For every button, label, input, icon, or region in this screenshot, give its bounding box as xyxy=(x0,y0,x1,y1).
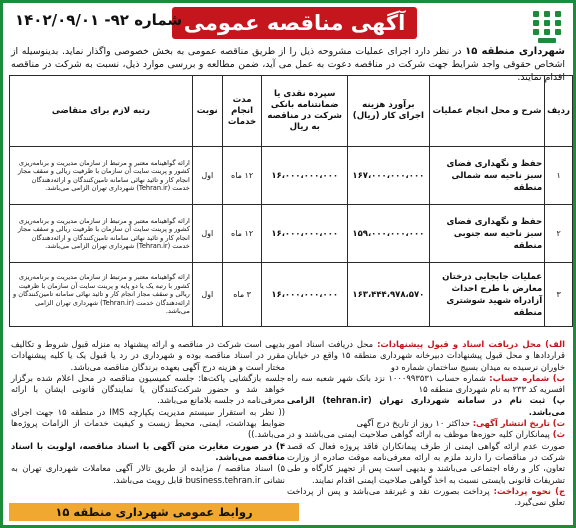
org-name: شهرداری منطقه ۱۵ xyxy=(465,46,565,57)
header xyxy=(9,7,567,41)
header-rank: رتبه لازم برای متقاضی xyxy=(10,76,193,147)
row-deposit: ۱۶،۰۰۰،۰۰۰،۰۰۰ xyxy=(262,263,348,327)
detail-left-5: ۵) اسناد مناقصه / مزایده از طریق تالار آگهی معاملات شهرداری تهران به نشانی business.tehran.ir قابل رویت می‌باشد. xyxy=(11,463,285,485)
row-title: حفظ و نگهداری فضای سبز ناحیه سه شمالی منطقه xyxy=(429,147,544,205)
detail-b-label: ب) شماره حساب: xyxy=(489,372,565,383)
detail-t xyxy=(287,418,565,429)
detail-p: پ) ثبت نام در سامانه شهرداری تهران (tehran.ir) الزامی می‌باشد. xyxy=(287,395,565,417)
row-round: اول xyxy=(192,147,222,205)
detail-b xyxy=(287,373,565,396)
detail-s xyxy=(287,429,565,485)
row-deposit: ۱۶،۰۰۰،۰۰۰،۰۰۰ xyxy=(262,205,348,263)
header-estimate: برآورد هزینه اجرای کار (ریال) xyxy=(347,76,429,147)
detail-s-label: ث) xyxy=(552,429,565,440)
detail-left-3: (( نظر به استقرار سیستم مدیریت یکپارچه IMS در منطقه ۱۵ جهت اجرای ضوابط بهداشت، ایمنی، محیط زیست و کیفیت خدمات از الزامات پروژه‌ها می‌باشد.)) xyxy=(11,406,286,440)
detail-b-text: شماره حساب ۱۰۰۰۹۹۳۵۳۱ نزد بانک شهر شعبه سه راه افسریه کد ۲۳۳ به نام شهرداری منطقه ۱۵ xyxy=(287,372,565,395)
header-title: شرح و محل انجام عملیات xyxy=(429,76,544,147)
row-number: ۳ xyxy=(545,263,573,327)
row-rank: ارائه گواهینامه معتبر و مرتبط از سازمان مدیریت و برنامه‌ریزی کشور و پرینت سایت آن سازمان با ظرفیت ریالی و سقف مجاز انجام کار و تائید نهائی سامانه تامین‌کنندگان و ارائه‌دهندگان خدمت (Tehran.ir) شهرداری تهران الزامی می‌باشد. xyxy=(10,147,193,205)
detail-t-text: حداکثر ۱۰ روز از تاریخ درج آگهی xyxy=(356,418,471,429)
row-title: عملیات جابجایی درختان معارض با طرح احداث آزادراه شهید شوشتری منطقه xyxy=(429,263,544,327)
row-number: ۱ xyxy=(545,147,573,205)
detail-a-text: محل دریافت اسناد امور قراردادها و محل قبول پیشنهادات دبیرخانه شهرداری منطقه ۱۵ واقع در خیابان خاوران نرسیده به میدان بسیج ساختمان شماره دو xyxy=(287,339,565,372)
details-left-column xyxy=(11,339,285,486)
tender-items-table xyxy=(9,75,573,327)
detail-a xyxy=(287,339,565,373)
tehran-municipality-logo-icon xyxy=(527,7,567,47)
details-right-column xyxy=(287,339,565,508)
detail-a-label: الف) محل دریافت اسناد و قبول پیشنهادات: xyxy=(377,339,565,349)
table-header-row xyxy=(10,76,573,147)
detail-t-label: ت) تاریخ انتشار آگهی: xyxy=(472,418,565,429)
ad-number: شماره ۹۲- ۱۴۰۲/۰۹/۰۱ xyxy=(15,11,183,29)
row-duration: ۱۲ ماه xyxy=(222,205,262,263)
table-row xyxy=(10,205,573,263)
table-row xyxy=(10,263,573,327)
row-round: اول xyxy=(192,205,222,263)
detail-j xyxy=(287,486,565,509)
header-deposit: سپرده نقدی یا ضمانتنامه بانکی شرکت در مناقصه به ریال xyxy=(262,76,348,147)
row-rank: ارائه گواهینامه معتبر و مرتبط از سازمان مدیریت و برنامه‌ریزی کشور با رتبه یک یا دو پایه و پرینت سایت آن سازمان با ظرفیت ریالی و سقف مجاز انجام کار و تائید نهائی سامانه تامین‌کنندگان و ارائه‌دهندگان خدمت (Tehran.ir) شهرداری تهران الزامی می‌باشد. xyxy=(10,263,193,327)
detail-left-1: بدیهی است شرکت در مناقصه و ارائه پیشنهاد به منزله قبول شروط و تکالیف مقرر در اسناد مناقصه بوده و شهرداری در رد یا قبول یک یا کلیه پیشنهادات مختار است و هزینه درج آگهی بعهده برندگان مناقصه می‌باشد. xyxy=(11,339,285,372)
row-estimate: ۱۵۹،۰۰۰،۰۰۰،۰۰۰ xyxy=(347,205,429,263)
row-estimate: ۱۶۳،۴۴۴،۹۷۸،۵۷۰ xyxy=(347,263,429,327)
row-estimate: ۱۶۷،۰۰۰،۰۰۰،۰۰۰ xyxy=(347,147,429,205)
detail-left-4: ۴) در صورت مغایرت متن آگهی با اسناد مناقصه، اولویت با اسناد مناقصه می‌باشد. xyxy=(11,440,285,462)
detail-s-text: پیمانکاران کلیه حوزه‌ها موظف به ارائه گواهی صلاحیت ایمنی می‌باشند و در صورت عدم ارائه گواهی ایمنی از طرف پیمانکاران فاقد پروژه فعال که قصد شرکت در مناقصات را دارند ملزم به ارائه معرفی‌نامه موقت صادره از وزارت تعاون، کار و رفاه اجتماعی می‌باشند و بدیهی است پس از تجهیز کارگاه و طی تشریفات قانونی بایستی نسبت به اخذ گواهی صلاحیت ایمنی اقدام نمایند. xyxy=(287,429,565,485)
header-row-number: ردیف xyxy=(545,76,573,147)
row-title: حفظ و نگهداری فضای سبز ناحیه سه جنوبی منطقه xyxy=(429,205,544,263)
footer-banner: روابط عمومی شهرداری منطقه ۱۵ xyxy=(9,503,299,521)
intro-text: در نظر دارد اجرای عملیات مشروحه ذیل را از طریق مناقصه عمومی به بخش خصوصی واگذار نماید. بدینوسیله از اشخاص حقوقی واجد شرایط جهت شرکت در مناقصه دعوت به عمل می آید، ضمن مطالعه و بررسی موارد ذیل، نسبت به شرکت در مناقصه اقدام نمایند. xyxy=(11,46,565,83)
detail-j-label: ج) نحوه پرداخت: xyxy=(493,485,565,496)
row-number: ۲ xyxy=(545,205,573,263)
row-rank: ارائه گواهینامه معتبر و مرتبط از سازمان مدیریت و برنامه‌ریزی کشور و پرینت سایت آن سازمان با ظرفیت ریالی و سقف مجاز انجام کار و تائید نهائی سامانه تامین‌کنندگان و ارائه‌دهندگان خدمت (Tehran.ir) شهرداری تهران الزامی می‌باشد. xyxy=(10,205,193,263)
detail-j-text: پرداخت بصورت نقد و غیرنقد می‌باشد و پس از پرداخت تعلق نمی‌گیرد. xyxy=(287,485,565,508)
row-deposit: ۱۶،۰۰۰،۰۰۰،۰۰۰ xyxy=(262,147,348,205)
detail-left-2: جلسه بازگشایی پاکت‌ها: جلسه کمیسیون مناقصه در محل اعلام شده برگزار خواهد شد و حضور شرکت‌کنندگان یا نمایندگان قانونی ایشان با ارائه معرفی‌نامه در جلسه بلامانع می‌باشد. xyxy=(11,372,285,406)
row-duration: ۳ ماه xyxy=(222,263,262,327)
header-duration: مدت انجام خدمات xyxy=(222,76,262,147)
table-row xyxy=(10,147,573,205)
header-round: نوبت xyxy=(192,76,222,147)
row-round: اول xyxy=(192,263,222,327)
row-duration: ۱۲ ماه xyxy=(222,147,262,205)
ad-title: آگهی مناقصه عمومی xyxy=(172,7,417,39)
